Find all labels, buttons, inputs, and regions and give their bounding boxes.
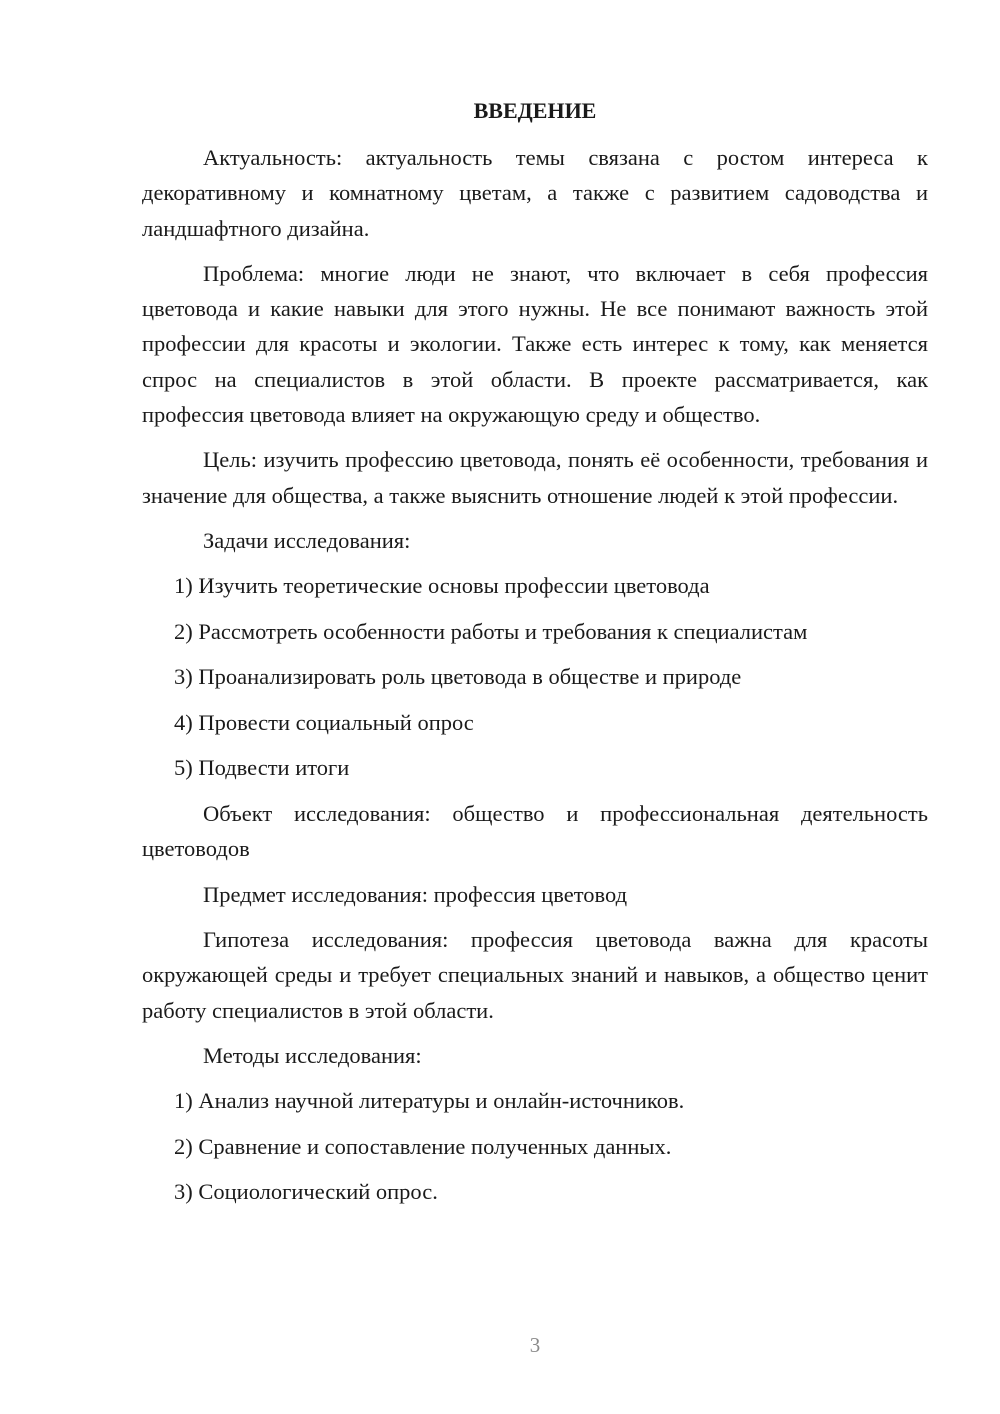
- list-item: 2) Рассмотреть особенности работы и требования к специалистам: [174, 618, 808, 644]
- list-item: 2) Сравнение и сопоставление полученных данных.: [174, 1133, 672, 1159]
- list-item: 5) Подвести итоги: [174, 755, 350, 781]
- list-item: 3) Социологический опрос.: [174, 1179, 438, 1205]
- object-paragraph: Объект исследования: общество и профессиональная деятельность цветоводов: [142, 800, 928, 862]
- methods-list: [142, 1083, 928, 1209]
- tasks-list: [142, 568, 928, 785]
- document-page: [142, 95, 928, 1220]
- page-number: 3: [529, 1333, 541, 1357]
- tasks-heading: Задачи исследования:: [203, 527, 411, 553]
- goal-paragraph: Цель: изучить профессию цветовода, понять её особенности, требования и значение для общества, а также выяснить отношение людей к этой профессии.: [142, 447, 928, 508]
- list-item: 4) Провести социальный опрос: [174, 709, 474, 735]
- problem-paragraph: Проблема: многие люди не знают, что включает в себя профессия цветовода и какие навыки для этого нужны. Не все понимают важность этой профессии для красоты и экологии. Также есть интерес к тому, как меняется спрос на специалистов в этой области. В проекте рассматривается, как профессия цветовода влияет на окружающую среду и общество.: [142, 260, 928, 428]
- list-item: 1) Изучить теоретические основы профессии цветовода: [174, 573, 710, 599]
- subject-paragraph: Предмет исследования: профессия цветовод: [203, 881, 628, 907]
- relevance-paragraph: Актуальность: актуальность темы связана с ростом интереса к декоративному и комнатному цветам, а также с развитием садоводства и ландшафтного дизайна.: [142, 145, 928, 241]
- hypothesis-paragraph: Гипотеза исследования: профессия цветовода важна для красоты окружающей среды и требует специальных знаний и навыков, а общество ценит работу специалистов в этой области.: [142, 927, 928, 1023]
- methods-heading: Методы исследования:: [203, 1042, 422, 1068]
- page-title: ВВЕДЕНИЕ: [473, 98, 597, 123]
- list-item: 1) Анализ научной литературы и онлайн-источников.: [174, 1088, 685, 1114]
- list-item: 3) Проанализировать роль цветовода в обществе и природе: [174, 664, 742, 690]
